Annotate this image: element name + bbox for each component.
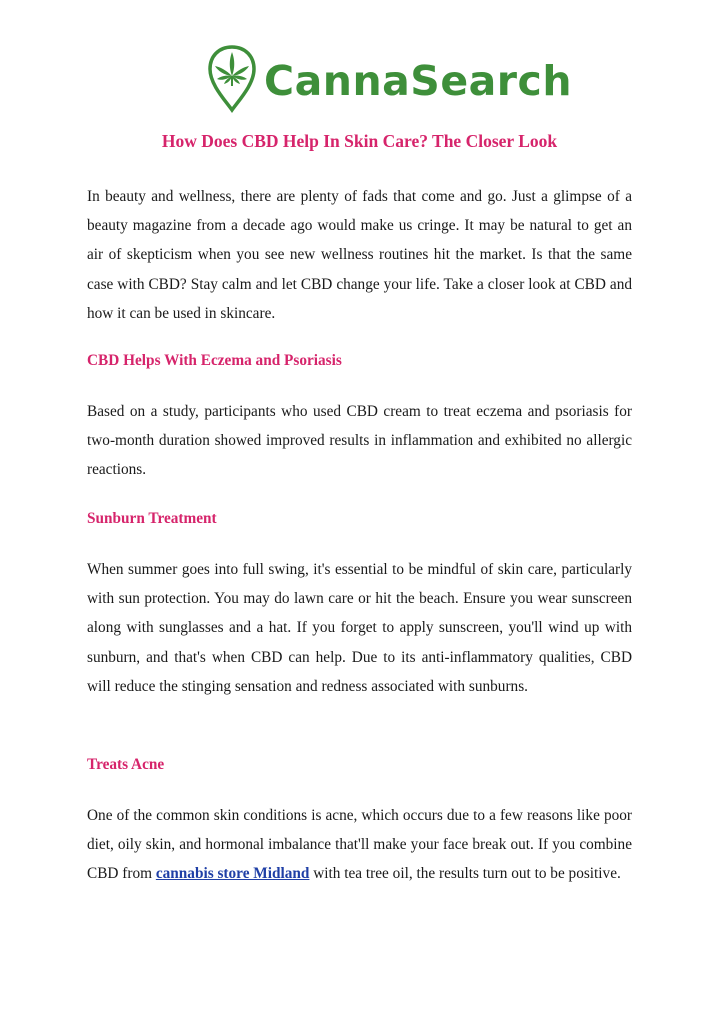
section-heading-sunburn: Sunburn Treatment: [87, 510, 217, 527]
section-heading-eczema: CBD Helps With Eczema and Psoriasis: [87, 352, 342, 369]
acne-text-before: One of the common skin conditions is acne, which occurs due to a few reasons like poor diet, oily skin, and hormonal imbalance that'll make your face break out. If you combine CBD from: [87, 807, 632, 883]
cannabis-leaf-pin-icon: [206, 44, 258, 114]
cannasearch-logo: [206, 44, 572, 114]
cannabis-store-midland-link[interactable]: cannabis store Midland: [155, 865, 310, 883]
intro-paragraph: In beauty and wellness, there are plenty of fads that come and go. Just a glimpse of a beauty magazine from a decade ago would make us cringe. It may be natural to get an air of skepticism when you see new wellness routines hit the market. Is that the same case with CBD? Stay calm and let CBD change your life. Take a closer look at CBD and how it can be used in skincare.: [87, 188, 632, 322]
section-body-acne: [87, 801, 632, 889]
section-body-eczema: Based on a study, participants who used CBD cream to treat eczema and psoriasis for two-month duration showed improved results in inflammation and exhibited no allergic reactions.: [87, 403, 632, 479]
acne-text-after: with tea tree oil, the results turn out to be positive.: [309, 865, 621, 883]
section-heading-acne: Treats Acne: [87, 756, 165, 773]
logo-text: CannaSearch: [264, 57, 573, 105]
page-title: How Does CBD Help In Skin Care? The Closer Look: [161, 131, 558, 151]
section-body-sunburn: When summer goes into full swing, it's essential to be mindful of skin care, particularly with sun protection. You may do lawn care or hit the beach. Ensure you wear sunscreen along with sunglasses and a hat. If you forget to apply sunscreen, you'll wind up with sunburn, and that's when CBD can help. Due to its anti-inflammatory qualities, CBD will reduce the stinging sensation and redness associated with sunburns.: [87, 561, 632, 695]
